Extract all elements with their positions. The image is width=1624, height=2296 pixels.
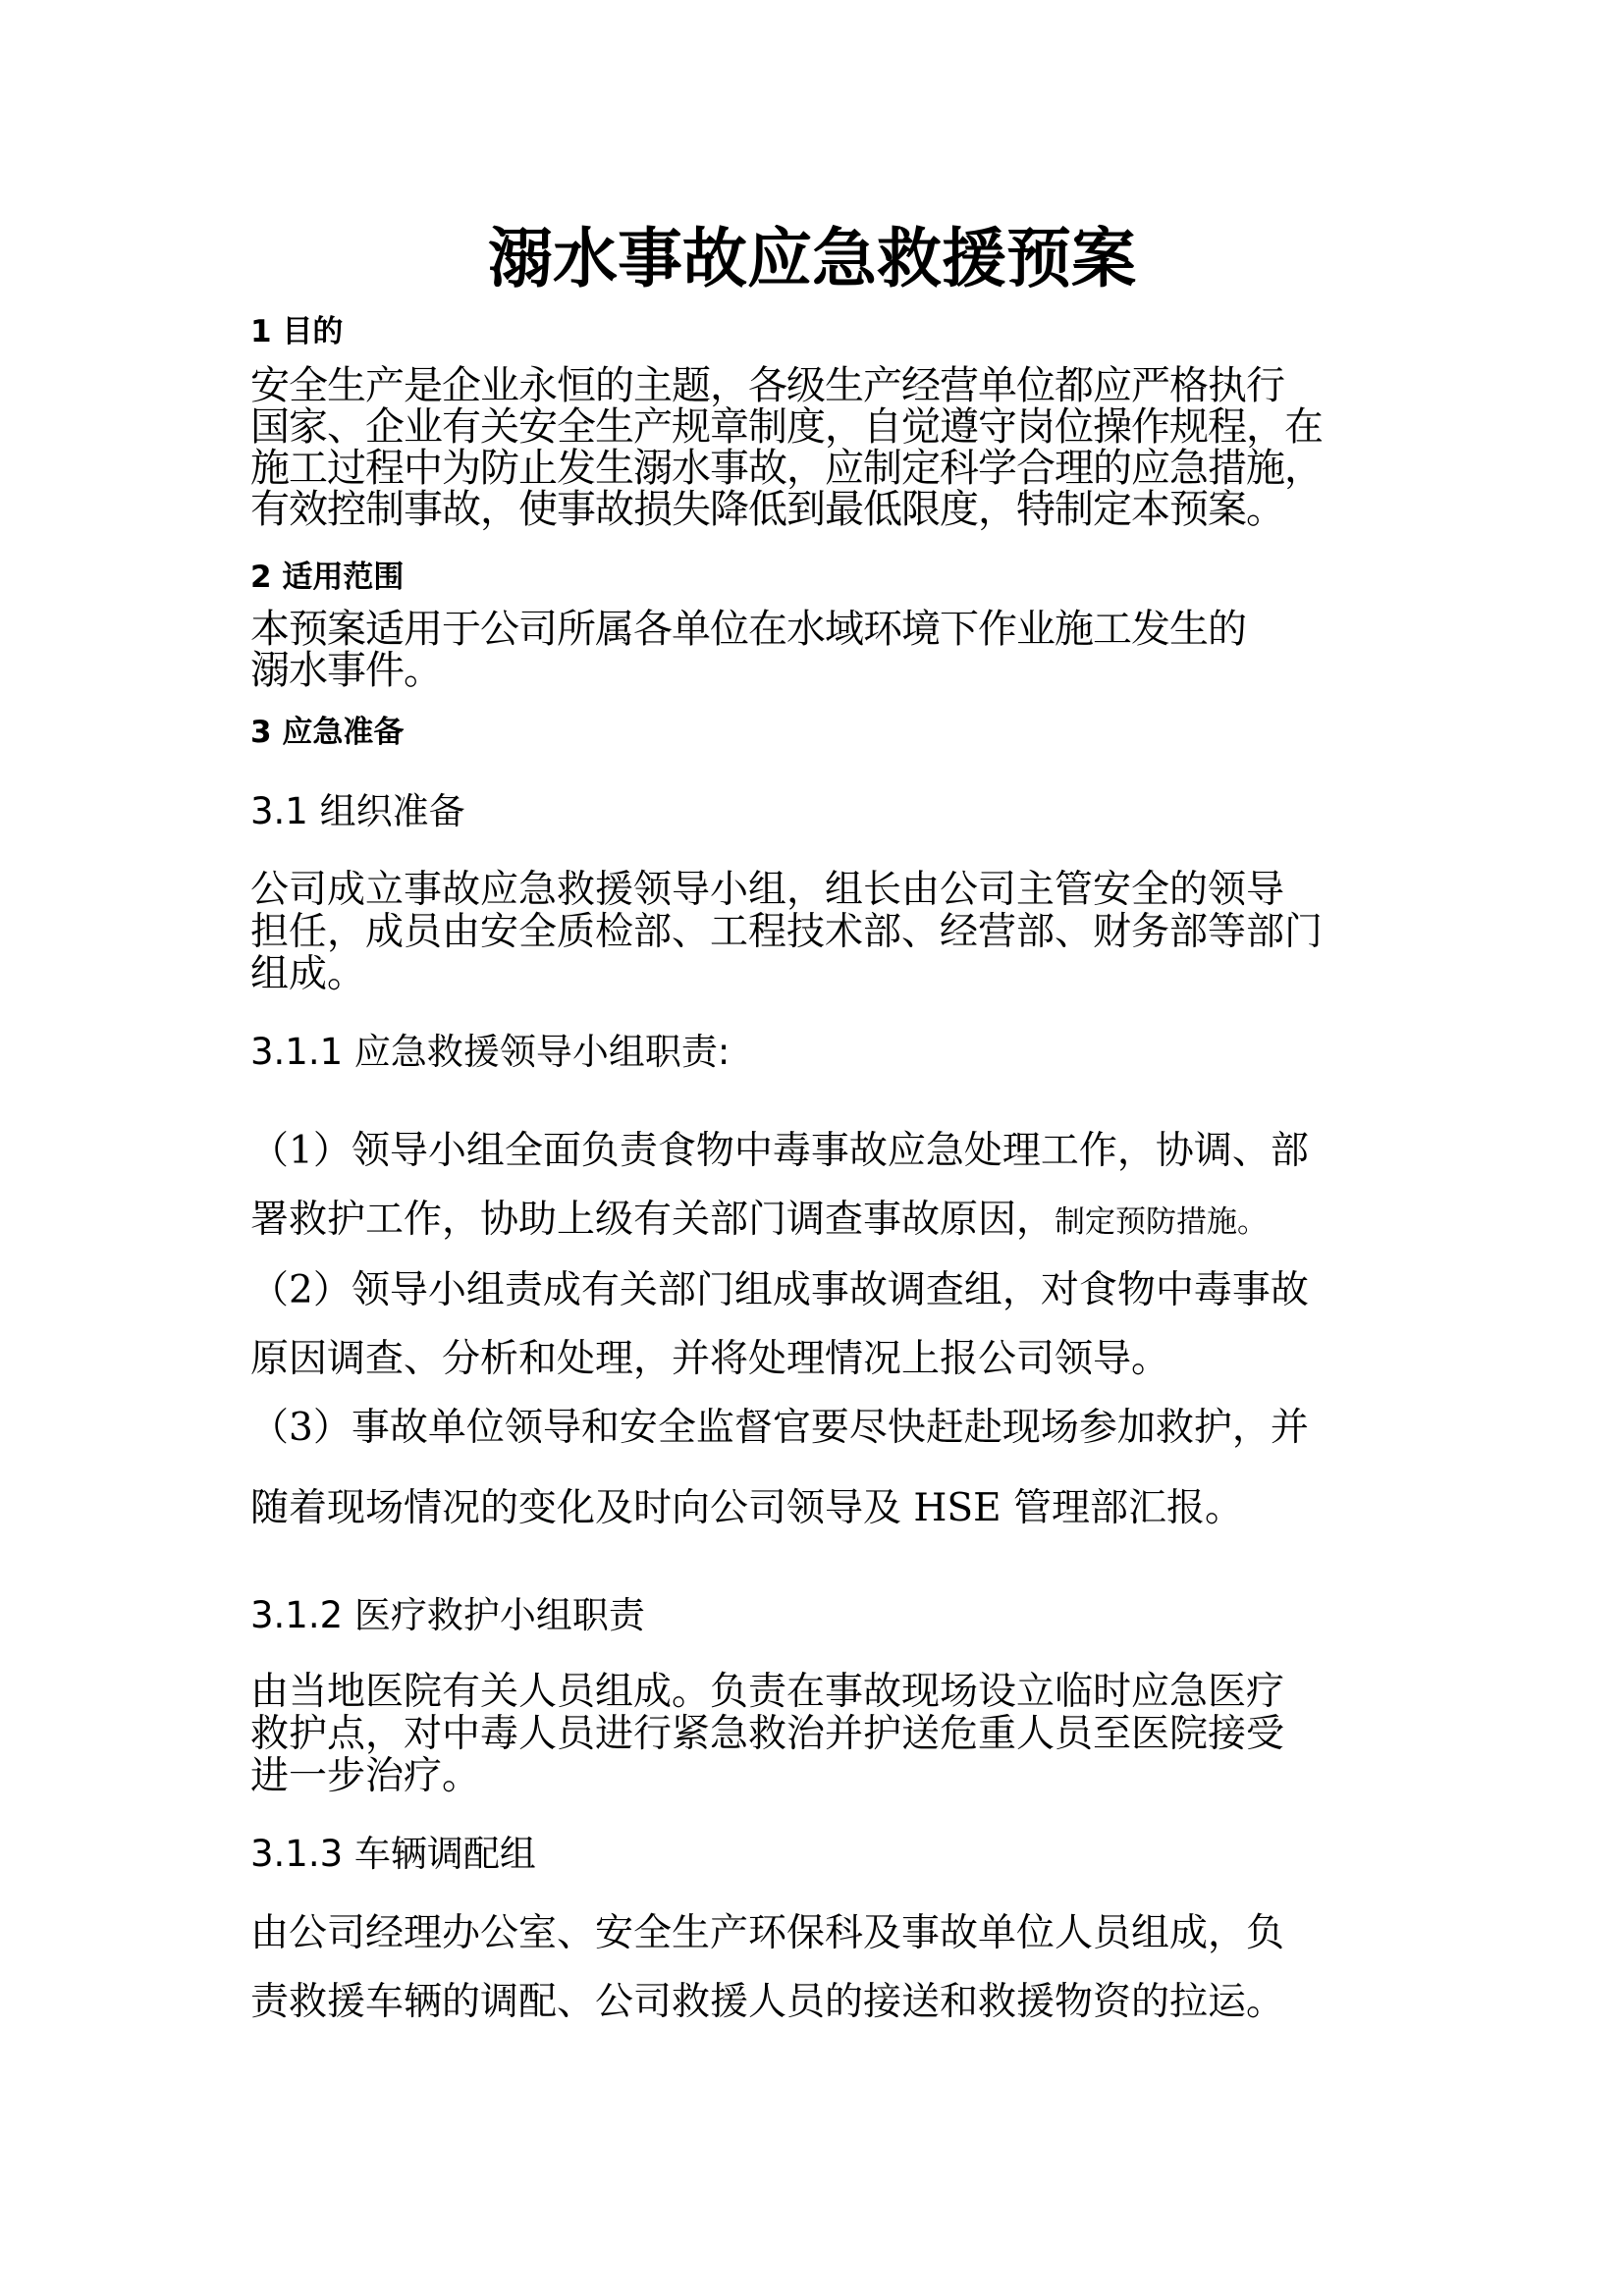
paragraph-line: 原因调查、分析和处理，并将处理情况上报公司领导。: [250, 1337, 1170, 1381]
duty-item-3: [250, 1394, 1309, 1543]
paragraph-line: 进一步治疗。: [250, 1754, 481, 1798]
line-main-text: 署救护工作，协助上级有关部门调查事故原因，: [250, 1198, 1056, 1242]
paragraph-line: （3）事故单位领导和安全监督官要尽快赶赴现场参加救护，并: [250, 1406, 1309, 1450]
subsection-heading-medical-duties: 3.1.2 医疗救护小组职责: [250, 1594, 645, 1636]
paragraph-line: 责救援车辆的调配、公司救援人员的接送和救援物资的拉运。: [250, 1980, 1285, 2024]
paragraph-line: 救护点，对中毒人员进行紧急救治并护送危重人员至医院接受: [250, 1712, 1285, 1756]
paragraph-vehicle: [250, 1899, 1284, 2037]
paragraph-line: （1）领导小组全面负责食物中毒事故应急处理工作，协调、部: [250, 1129, 1309, 1173]
paragraph-line: 有效控制事故，使事故损失降低到最低限度，特制定本预案。: [250, 487, 1284, 532]
document-title: 溺水事故应急救援预案: [488, 220, 1136, 296]
paragraph-line: 本预案适用于公司所属各单位在水域环境下作业施工发生的: [250, 607, 1246, 652]
paragraph-scope: [250, 609, 1246, 691]
section-heading-preparation: 3 应急准备: [250, 715, 405, 750]
paragraph-line: [250, 1186, 1309, 1256]
paragraph-line: 施工过程中为防止发生溺水事故，应制定科学合理的应急措施，: [250, 446, 1323, 491]
paragraph-purpose: [250, 365, 1323, 530]
line-small-text: 制定预防措施。: [1055, 1204, 1269, 1240]
paragraph-line: 由当地医院有关人员组成。负责在事故现场设立临时应急医疗: [250, 1670, 1285, 1714]
paragraph-organization: [250, 869, 1323, 995]
duty-item-1: [250, 1117, 1309, 1256]
section-heading-purpose: 1 目的: [250, 314, 344, 349]
paragraph-line: 组成。: [250, 952, 366, 996]
paragraph-line: 国家、企业有关安全生产规章制度，自觉遵守岗位操作规程，在: [250, 404, 1323, 450]
paragraph-line: 随着现场情况的变化及时向公司领导及 HSE 管理部汇报。: [250, 1486, 1243, 1530]
paragraph-medical: [250, 1671, 1284, 1797]
subsection-heading-vehicle-group: 3.1.3 车辆调配组: [250, 1833, 536, 1875]
paragraph-line: 担任，成员由安全质检部、工程技术部、经营部、财务部等部门: [250, 910, 1324, 954]
paragraph-line: （2）领导小组责成有关部门组成事故调查组，对食物中毒事故: [250, 1268, 1309, 1312]
subsection-heading-leadership-duties: 3.1.1 应急救援领导小组职责:: [250, 1031, 731, 1073]
duty-item-2: [250, 1256, 1309, 1394]
paragraph-line: 安全生产是企业永恒的主题，各级生产经营单位都应严格执行: [250, 363, 1284, 408]
paragraph-line: 溺水事件。: [250, 648, 442, 693]
paragraph-line: 公司成立事故应急救援领导小组，组长由公司主管安全的领导: [250, 868, 1285, 912]
section-heading-scope: 2 适用范围: [250, 560, 405, 595]
paragraph-line: 由公司经理办公室、安全生产环保科及事故单位人员组成，负: [250, 1911, 1285, 1955]
subsection-heading-organization: 3.1 组织准备: [250, 790, 465, 832]
